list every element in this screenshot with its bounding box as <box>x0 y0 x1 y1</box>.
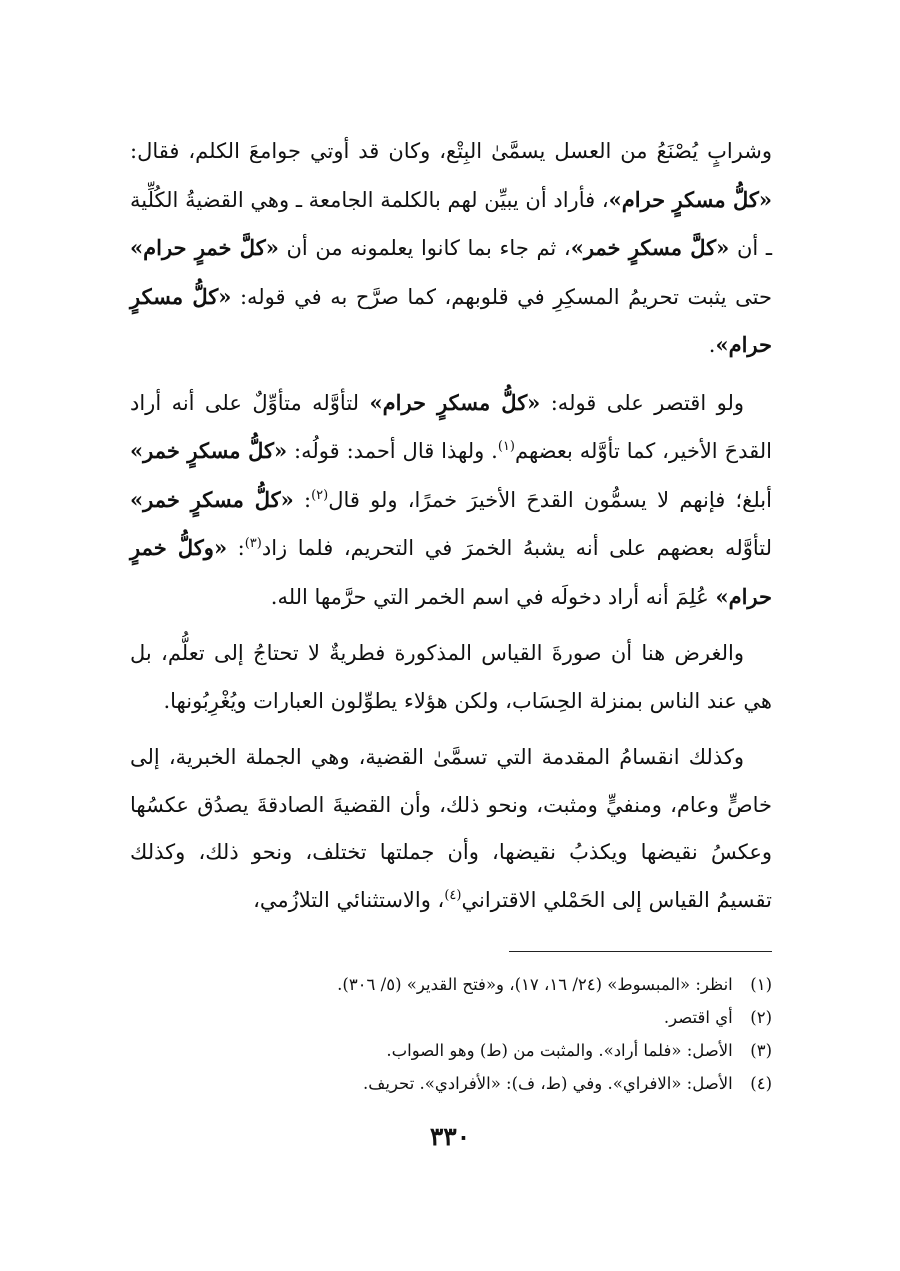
footnote-marker: (١) <box>497 439 515 454</box>
footnote-item <box>140 1034 772 1067</box>
footnote-marker: (٢) <box>311 487 329 503</box>
hadith-quote: «كلُّ مسكرٍ حرام» <box>130 283 772 357</box>
text-run: أبلغ؛ فإنهم لا يسمُّون القدحَ الأخيرَ خمرًا، ولو قال <box>328 487 772 512</box>
hadith-quote: «كلُّ مسكرٍ حرام» <box>608 186 772 212</box>
text-run: لتأوَّله بعضهم على أنه يشبهُ الخمرَ في التحريم، فلما زاد <box>261 536 772 560</box>
footnote-item <box>140 1067 772 1100</box>
paragraph <box>130 630 772 725</box>
text-run: ولو اقتصر على قوله: <box>540 390 744 415</box>
text-run: ، والاستثنائي التلازُمي، <box>253 887 445 912</box>
hadith-quote: «كلَّ مسكرٍ خمر» <box>570 235 730 260</box>
footnote-marker: (٤) <box>444 887 462 903</box>
text-run: لتأوَّله متأوِّلٌ على أنه أراد القدحَ الأخير، كما تأوَّله بعضهم <box>130 390 772 463</box>
paragraph <box>130 128 772 370</box>
hadith-quote: «كلُّ مسكرٍ حرام» <box>369 389 541 415</box>
paragraph <box>130 379 772 622</box>
footnote-divider <box>509 951 772 952</box>
text-run: عُلِمَ أنه أراد دخولَه في اسم الخمر التي حرَّمها الله. <box>270 584 716 609</box>
page-number: ٣٣٠ <box>429 1122 471 1151</box>
footnote-item <box>140 1001 772 1034</box>
footnote-number: (٢) <box>750 1008 772 1027</box>
text-run: حتى يثبت تحريمُ المسكِرِ في قلوبهم، كما صرَّح به في قوله: <box>231 284 772 309</box>
hadith-quote: «كلُّ مسكرٍ خمر» <box>130 438 288 463</box>
footnote-text: الأصل: «فلما أراد». والمثبت من (ط) وهو الصواب. <box>386 1041 733 1060</box>
text-run: : <box>293 487 312 512</box>
hadith-quote: «كلَّ خمرٍ حرام» <box>130 235 279 260</box>
text-run: والغرض هنا أن صورةَ القياس المذكورة فطريةٌ لا تحتاجُ إلى تعلُّم، بل هي عند الناس بمنزلة الحِسَاب، ولكن هؤلاء يطوِّلون العبارات ويُغْرِبُونها. <box>130 641 772 713</box>
footnote-text: أي اقتصر. <box>663 1008 733 1027</box>
footnote-marker: (٣) <box>244 536 262 551</box>
footnote-number: (٣) <box>750 1041 772 1060</box>
paragraph <box>130 734 772 924</box>
text-run: وكذلك انقسامُ المقدمة التي تسمَّىٰ القضية، وهي الجملة الخبرية، إلى خاصٍّ وعام، ومنفيٍّ ومثبت، ونحو ذلك، وأن القضيةَ الصادقةَ يصدُق عكسُها وعكسُ نقيضها ويكذبُ نقيضها، وأن جملتها تختلف، ونحو ذلك، وكذلك تقسيمُ القياس إلى الحَمْلي الاقتراني <box>130 745 772 912</box>
footnote-text: الأصل: «الافراي». وفي (ط، ف): «الأفرادي». تحريف. <box>363 1074 733 1093</box>
footnote-text: انظر: «المبسوط» (٢٤/ ١٦، ١٧)، و«فتح القدير» (٥/ ٣٠٦). <box>337 975 733 994</box>
text-run: وشرابٍ يُصْنَعُ من العسل يسمَّىٰ البِتْع، وكان قد أوتي جوامعَ الكلم، فقال: <box>130 139 772 163</box>
hadith-quote: «كلُّ مسكرٍ خمر» <box>130 486 294 512</box>
footnote-item <box>140 968 772 1001</box>
footnote-number: (٤) <box>750 1074 772 1093</box>
main-text <box>130 128 772 924</box>
hadith-quote: «وكلُّ خمرٍ حرام» <box>130 535 772 609</box>
footnote-number: (١) <box>750 975 772 994</box>
text-run: ، ثم جاء بما كانوا يعلمونه من أن <box>278 236 571 260</box>
text-run: ، فأراد أن يبيِّن لهم بالكلمة الجامعة ـ وهي القضيةُ الكُلِّية ـ أن <box>130 187 773 260</box>
footnotes <box>140 968 772 1100</box>
text-run: : <box>227 536 245 560</box>
text-run: . ولهذا قال أحمد: قولُه: <box>287 439 498 463</box>
text-run: . <box>708 333 716 357</box>
